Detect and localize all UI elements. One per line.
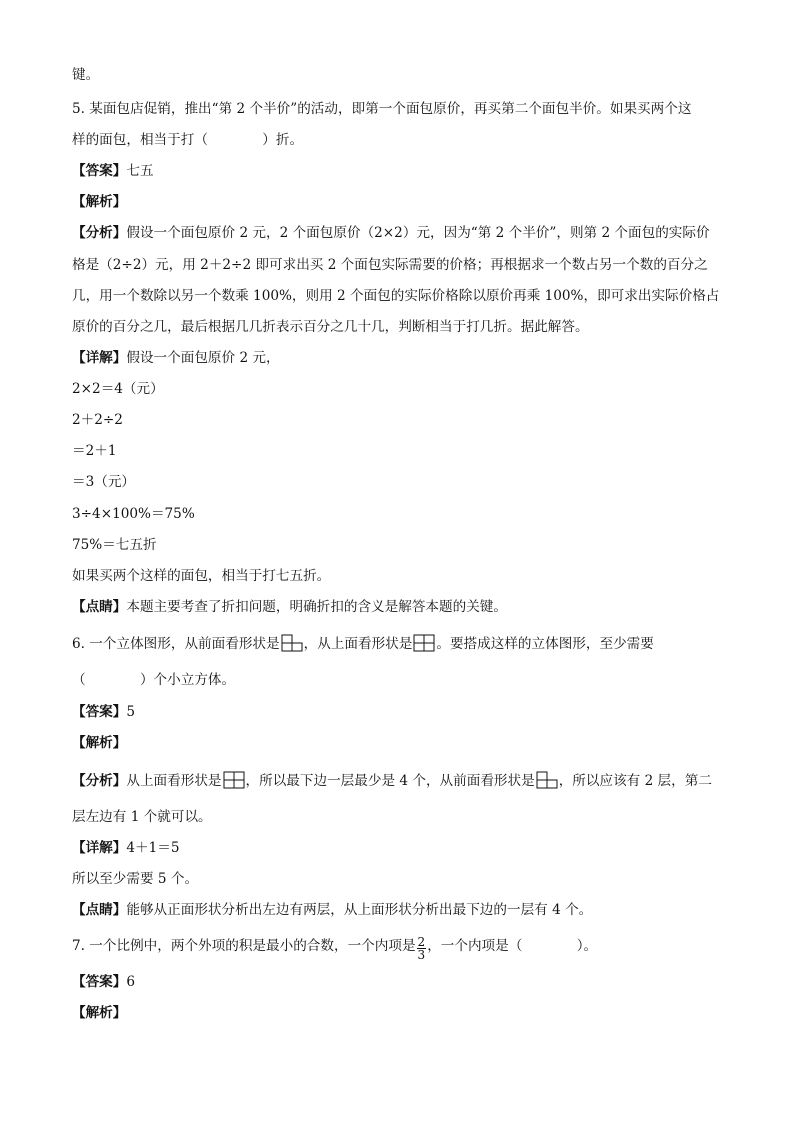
answer-tag: 【答案】: [72, 163, 127, 179]
fraction-numerator: 2: [417, 935, 426, 949]
question-6: [72, 634, 654, 653]
detail-5: [72, 349, 280, 367]
analysis-text: ，所以最下边一层最少是 4 个，从前面看形状是: [245, 773, 535, 789]
detail-text: 假设一个面包原价 2 元，: [126, 350, 280, 366]
top-view-2x2-grid-icon: [413, 634, 435, 652]
analysis-tag: 【分析】: [72, 773, 127, 789]
analysis-text: 假设一个面包原价 2 元，2 个面包原价（2×2）元，因为“第 2 个半价”，则第 2 个面包的实际价: [126, 225, 710, 241]
analysis-text: 从上面看形状是: [126, 773, 222, 789]
answer-value: 6: [126, 974, 136, 990]
front-view-shape-icon: [281, 634, 303, 652]
fraction-denominator: 3: [417, 948, 426, 962]
calc-line: 75%＝七五折: [72, 537, 157, 553]
analysis-5-line2: 格是（2÷2）元，用 2＋2÷2 即可求出买 2 个面包实际需要的价格；再根据求一个数占另一个数的百分之: [72, 257, 708, 273]
answer-tag: 【答案】: [72, 704, 127, 720]
front-view-shape-icon: [536, 771, 558, 789]
question-7-text: 7. 一个比例中，两个外项的积是最小的合数，一个内项是: [72, 938, 416, 954]
analysis-5: [72, 224, 710, 242]
question-6-text: 6. 一个立体图形，从前面看形状是: [72, 636, 280, 652]
comment-6: [72, 901, 592, 919]
fraction: [417, 936, 427, 961]
question-6-cont: （ ）个小立方体。: [72, 672, 236, 688]
analysis-5-line4: 原价的百分之几，最后根据几几折表示百分之几十几，判断相当于打几折。据此解答。: [72, 319, 589, 335]
analysis-6-line2: 层左边有 1 个就可以。: [72, 809, 212, 825]
comment-text: 能够从正面形状分析出左边有两层，从上面形状分析出最下边的一层有 4 个。: [126, 902, 593, 918]
answer-value: 七五: [126, 163, 154, 179]
detail-tag: 【详解】: [72, 350, 127, 366]
analysis-heading: 【解析】: [72, 194, 127, 210]
detail-6: [72, 839, 180, 857]
answer-value: 5: [126, 704, 136, 720]
calc-line: 3÷4×100%＝75%: [72, 506, 195, 522]
analysis-6: [72, 771, 712, 790]
analysis-heading: 【解析】: [72, 1005, 127, 1021]
calc-line: ＝2＋1: [72, 443, 117, 459]
comment-5: [72, 598, 507, 616]
text-line: 键。: [72, 67, 100, 83]
calc-line: ＝3（元）: [72, 474, 136, 490]
conclusion-line: 所以至少需要 5 个。: [72, 871, 199, 887]
analysis-tag: 【分析】: [72, 225, 127, 241]
answer-7: [72, 973, 135, 991]
question-5-cont: 样的面包，相当于打（ ）折。: [72, 132, 304, 148]
detail-text: 4＋1＝5: [126, 840, 180, 856]
analysis-5-line3: 几，用一个数除以另一个数乘 100%，则用 2 个面包的实际价格除以原价再乘 100%，即可求出实际价格占: [72, 288, 720, 304]
comment-tag: 【点睛】: [72, 599, 127, 615]
conclusion-line: 如果买两个这样的面包，相当于打七五折。: [72, 568, 331, 584]
question-5: 5. 某面包店促销，推出“第 2 个半价”的活动，即第一个面包原价，再买第二个面包半价。如果买两个这: [72, 101, 692, 117]
calc-line: 2×2＝4（元）: [72, 381, 164, 397]
analysis-heading: 【解析】: [72, 735, 127, 751]
calc-line: 2＋2÷2: [72, 412, 123, 428]
analysis-text: ，所以应该有 2 层，第二: [558, 773, 712, 789]
comment-text: 本题主要考查了折扣问题，明确折扣的含义是解答本题的关键。: [126, 599, 507, 615]
question-6-text: ，从上面看形状是: [303, 636, 413, 652]
answer-5: [72, 162, 154, 180]
answer-tag: 【答案】: [72, 974, 127, 990]
question-6-text: 。要搭成这样的立体图形，至少需要: [436, 636, 654, 652]
answer-6: [72, 703, 135, 721]
detail-tag: 【详解】: [72, 840, 127, 856]
top-view-2x2-grid-icon: [223, 771, 245, 789]
question-7: [72, 936, 597, 961]
comment-tag: 【点睛】: [72, 902, 127, 918]
question-7-text: ，一个内项是（ ）。: [427, 938, 598, 954]
